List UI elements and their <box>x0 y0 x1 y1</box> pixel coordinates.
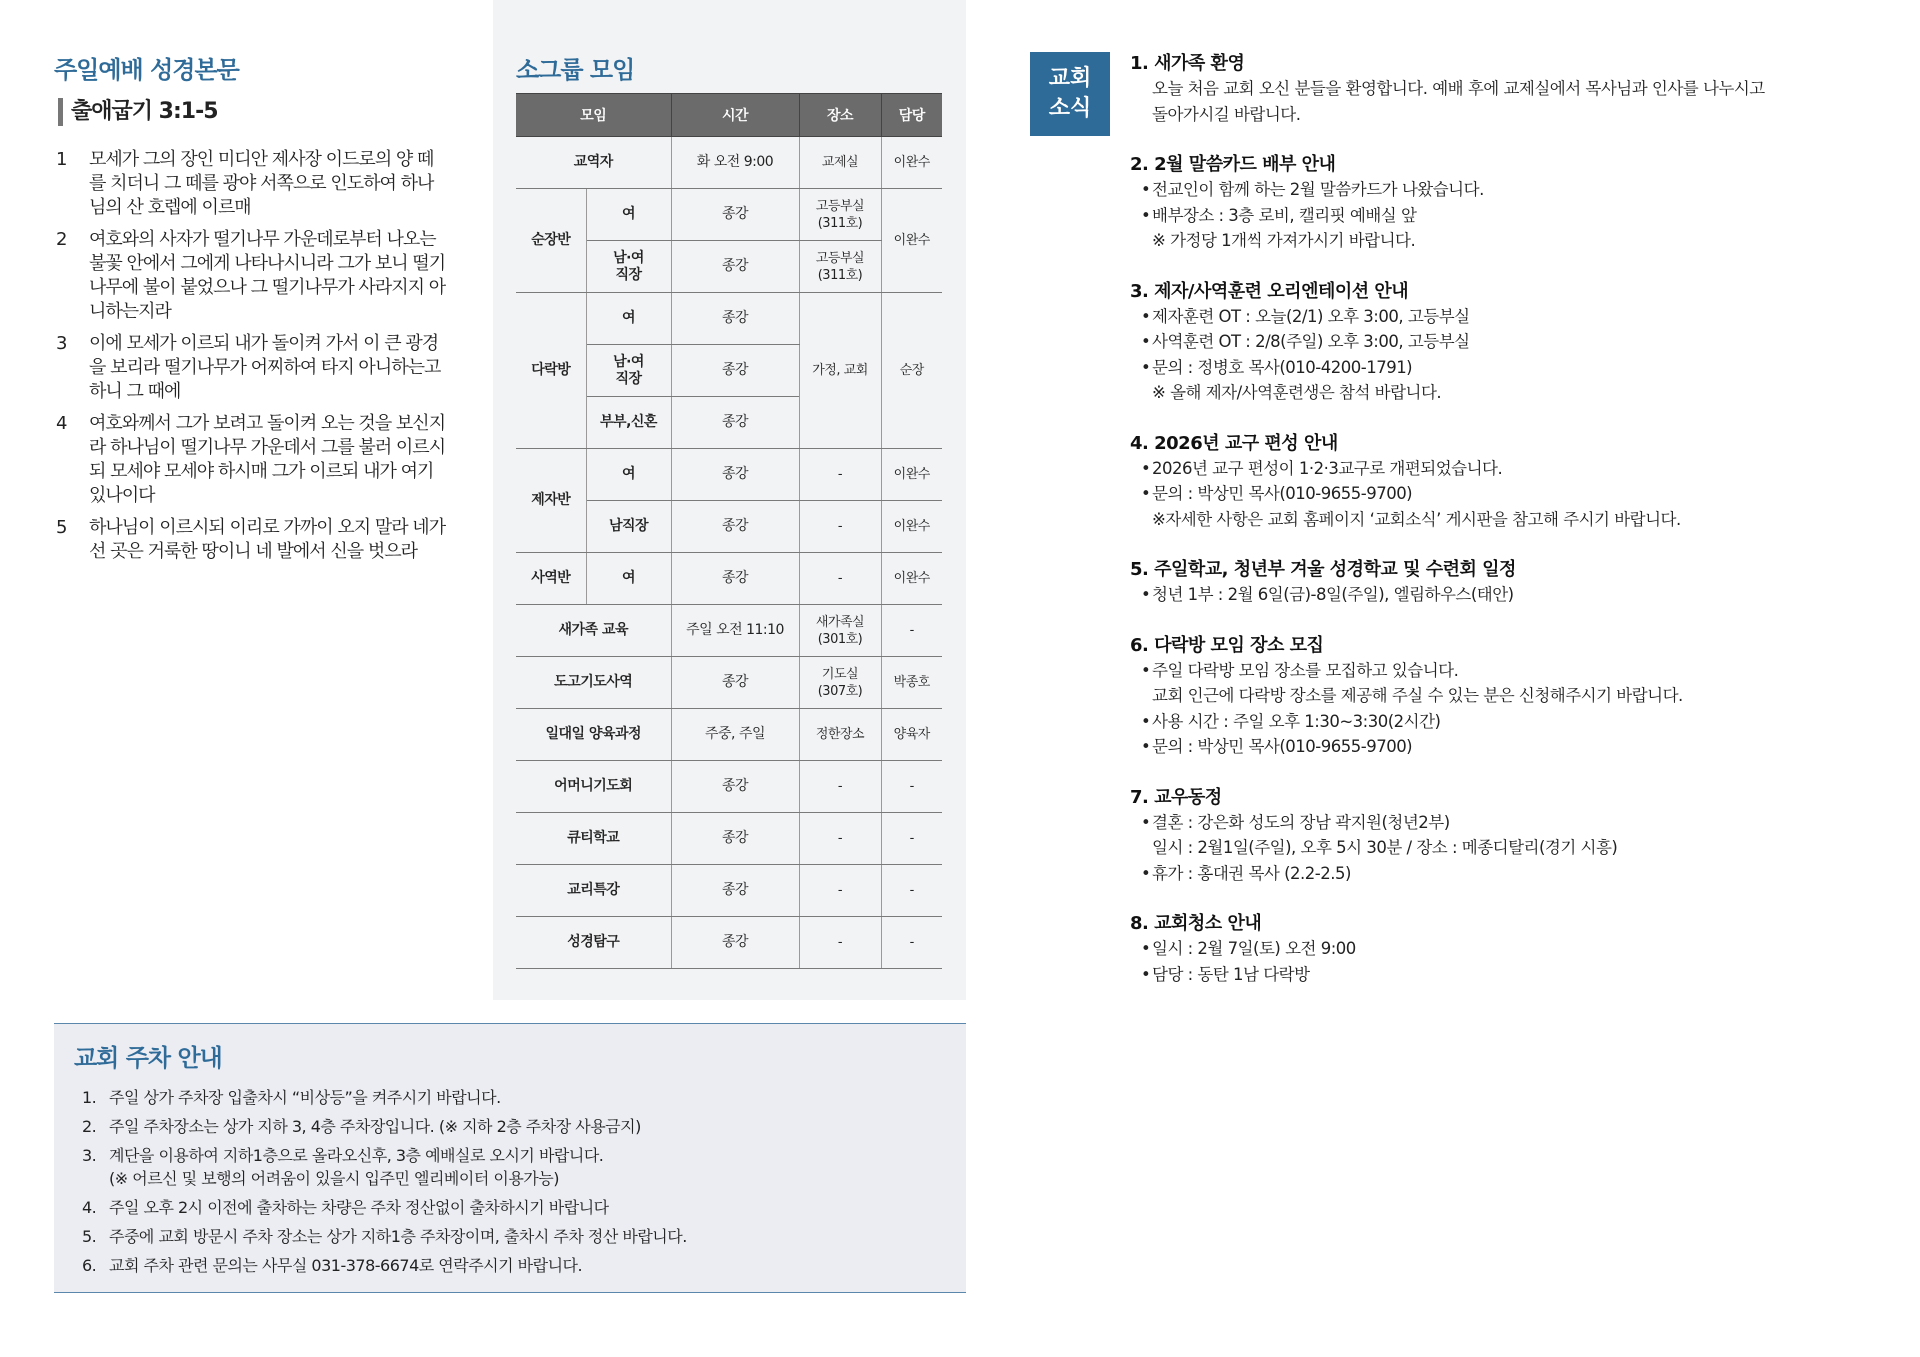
verse <box>56 412 446 508</box>
subgroup-cell: 여 <box>586 189 671 241</box>
item-text: 주중에 교회 방문시 주차 장소는 상가 지하1층 주차장이며, 출차시 주차 정산 바랍니다. <box>109 1227 687 1246</box>
news-line: 교회 인근에 다락방 장소를 제공해 주실 수 있는 분은 신청해주시기 바랍니다. <box>1152 686 1683 705</box>
time-cell: 종강 <box>671 501 799 553</box>
place-cell: - <box>799 917 881 969</box>
place-cell: 정한장소 <box>799 709 881 761</box>
news-item-title: 2. 2월 말씀카드 배부 안내 <box>1130 154 1336 175</box>
table-row <box>516 449 942 501</box>
news-line: • 문의 : 정병호 목사(010-4200-1791) <box>1130 355 1890 381</box>
news-item <box>1130 280 1890 406</box>
time-cell: 주일 오전 11:10 <box>671 605 799 657</box>
place-cell: 고등부실 (311호) <box>799 241 881 293</box>
place-cell: 새가족실 (301호) <box>799 605 881 657</box>
verse-text: 여호와께서 그가 보려고 돌이켜 오는 것을 보신지라 하나님이 떨기나무 가운데서 그를 불러 이르시되 모세야 모세야 하시매 그가 이르되 내가 여기 있나이다 <box>89 413 446 506</box>
news-item <box>1130 786 1890 887</box>
column-header: 담당 <box>881 94 942 137</box>
lead-cell: 이완수 <box>881 449 942 501</box>
news-line: • 일시 : 2월 7일(토) 오전 9:00 <box>1130 936 1890 962</box>
lead-cell: 순장 <box>881 293 942 449</box>
subgroup-cell: 여 <box>586 293 671 345</box>
column-header: 장소 <box>799 94 881 137</box>
time-cell: 주중, 주일 <box>671 709 799 761</box>
time-cell: 종강 <box>671 397 799 449</box>
table-row <box>516 189 942 241</box>
parking-title: 교회 주차 안내 <box>74 1044 222 1072</box>
verse-text: 이에 모세가 이르되 내가 돌이켜 가서 이 큰 광경을 보리라 떨기나무가 어찌하여 타지 아니하는고 하니 그 때에 <box>89 333 441 402</box>
news-line: • 전교인이 함께 하는 2월 말씀카드가 나왔습니다. <box>1130 177 1890 203</box>
time-cell: 종강 <box>671 345 799 397</box>
item-number: 3. <box>82 1146 97 1165</box>
badge-line: 교회 <box>1048 66 1092 91</box>
item-number: 6. <box>82 1256 97 1275</box>
lead-cell: 이완수 <box>881 189 942 293</box>
verse-number: 4 <box>56 413 68 434</box>
list-item <box>82 1086 952 1109</box>
subgroup-cell: 남·여 직장 <box>586 241 671 293</box>
column-header: 모임 <box>516 94 671 137</box>
place-cell: - <box>799 553 881 605</box>
group-cell: 사역반 <box>516 553 586 605</box>
group-cell: 어머니기도회 <box>516 761 671 813</box>
verse-text: 하나님이 이르시되 이리로 가까이 오지 말라 네가 선 곳은 거룩한 땅이니 네 발에서 신을 벗으라 <box>89 517 446 562</box>
subgroup-cell: 여 <box>586 553 671 605</box>
list-item <box>82 1225 952 1248</box>
church-news-list <box>1130 52 1890 1013</box>
time-cell: 종강 <box>671 293 799 345</box>
verse-number: 2 <box>56 229 68 250</box>
news-item-title: 5. 주일학교, 청년부 겨울 성경학교 및 수련회 일정 <box>1130 559 1516 580</box>
news-line: • 주일 다락방 모임 장소를 모집하고 있습니다. <box>1130 658 1890 684</box>
group-cell: 도고기도사역 <box>516 657 671 709</box>
place-cell: - <box>799 865 881 917</box>
item-number: 5. <box>82 1227 97 1246</box>
verse-list <box>56 148 446 572</box>
subgroup-cell: 부부,신혼 <box>586 397 671 449</box>
verse-number: 5 <box>56 517 68 538</box>
time-cell: 종강 <box>671 657 799 709</box>
verse <box>56 228 446 324</box>
time-cell: 종강 <box>671 813 799 865</box>
parking-info-box <box>54 1023 966 1293</box>
group-cell: 다락방 <box>516 293 586 449</box>
subgroup-cell: 남·여 직장 <box>586 345 671 397</box>
news-line: 오늘 처음 교회 오신 분들을 환영합니다. 예배 후에 교제실에서 목사님과 인사를 나누시고 <box>1152 79 1765 98</box>
lead-cell: - <box>881 605 942 657</box>
group-cell: 교역자 <box>516 137 671 189</box>
news-line: • 휴가 : 홍대권 목사 (2.2-2.5) <box>1130 861 1890 887</box>
group-cell: 교리특강 <box>516 865 671 917</box>
table-row <box>516 761 942 813</box>
news-line: • 사용 시간 : 주일 오후 1:30~3:30(2시간) <box>1130 709 1890 735</box>
item-text: 주일 주차장소는 상가 지하 3, 4층 주차장입니다. (※ 지하 2층 주차장 사용금지) <box>109 1117 641 1136</box>
news-item <box>1130 558 1890 608</box>
small-group-title: 소그룹 모임 <box>516 56 635 84</box>
item-text: 교회 주차 관련 문의는 사무실 031-378-6674로 연락주시기 바랍니다. <box>109 1256 583 1275</box>
group-cell: 성경탐구 <box>516 917 671 969</box>
news-item <box>1130 432 1890 533</box>
place-cell: - <box>799 813 881 865</box>
table-row <box>516 917 942 969</box>
news-item-title: 8. 교회청소 안내 <box>1130 913 1262 934</box>
place-cell: 기도실 (307호) <box>799 657 881 709</box>
list-item <box>82 1144 952 1190</box>
time-cell: 종강 <box>671 449 799 501</box>
item-number: 2. <box>82 1117 97 1136</box>
news-item-title: 6. 다락방 모임 장소 모집 <box>1130 634 1324 656</box>
table-row <box>516 657 942 709</box>
place-cell: 교제실 <box>799 137 881 189</box>
news-item <box>1130 52 1890 127</box>
lead-cell: - <box>881 761 942 813</box>
lead-cell: - <box>881 865 942 917</box>
place-cell: - <box>799 761 881 813</box>
news-line: • 담당 : 동탄 1남 다락방 <box>1130 962 1890 988</box>
table-row <box>516 137 942 189</box>
lead-cell: - <box>881 813 942 865</box>
lead-cell: 이완수 <box>881 553 942 605</box>
place-cell: - <box>799 449 881 501</box>
news-item <box>1130 153 1890 254</box>
news-line: ※자세한 사항은 교회 홈페이지 ‘교회소식’ 게시판을 참고해 주시기 바랍니다. <box>1152 509 1681 529</box>
verse <box>56 516 446 564</box>
list-item <box>82 1115 952 1138</box>
news-item <box>1130 912 1890 987</box>
table-row <box>516 605 942 657</box>
group-cell: 일대일 양육과정 <box>516 709 671 761</box>
table-header-row <box>516 94 942 137</box>
group-cell: 새가족 교육 <box>516 605 671 657</box>
news-line: • 문의 : 박상민 목사(010-9655-9700) <box>1130 481 1890 507</box>
news-item <box>1130 634 1890 760</box>
small-group-table <box>516 93 942 969</box>
item-text: 주일 상가 주차장 입출차시 “비상등”을 켜주시기 바랍니다. <box>109 1088 501 1107</box>
verse-number: 1 <box>56 149 68 170</box>
table-row <box>516 293 942 345</box>
item-text: 주일 오후 2시 이전에 출차하는 차량은 주차 정산없이 출차하시기 바랍니다 <box>109 1198 609 1217</box>
verse <box>56 148 446 220</box>
news-line: • 결혼 : 강은화 성도의 장남 곽지원(청년2부) <box>1130 810 1890 836</box>
lead-cell: 이완수 <box>881 501 942 553</box>
parking-list <box>82 1086 952 1283</box>
news-item-title: 4. 2026년 교구 편성 안내 <box>1130 432 1338 454</box>
time-cell: 종강 <box>671 189 799 241</box>
subgroup-cell: 여 <box>586 449 671 501</box>
verse-number: 3 <box>56 333 68 354</box>
lead-cell: - <box>881 917 942 969</box>
lead-cell: 박종호 <box>881 657 942 709</box>
news-line: • 2026년 교구 편성이 1·2·3교구로 개편되었습니다. <box>1130 456 1890 482</box>
news-line: • 배부장소 : 3층 로비, 캘리핏 예배실 앞 <box>1130 203 1890 229</box>
list-item <box>82 1254 952 1277</box>
time-cell: 종강 <box>671 553 799 605</box>
news-line: 일시 : 2월1일(주일), 오후 5시 30분 / 장소 : 메종디탈리(경기 시흥) <box>1152 838 1618 857</box>
subgroup-cell: 남직장 <box>586 501 671 553</box>
table-row <box>516 865 942 917</box>
item-number: 4. <box>82 1198 97 1217</box>
news-line: ※ 올해 제자/사역훈련생은 참석 바랍니다. <box>1152 383 1442 402</box>
news-line: • 문의 : 박상민 목사(010-9655-9700) <box>1130 734 1890 760</box>
lead-cell: 양육자 <box>881 709 942 761</box>
scripture-section-title: 주일예배 성경본문 <box>54 56 239 84</box>
time-cell: 종강 <box>671 917 799 969</box>
news-item-title: 3. 제자/사역훈련 오리엔테이션 안내 <box>1130 280 1409 302</box>
time-cell: 종강 <box>671 241 799 293</box>
place-cell: 가정, 교회 <box>799 293 881 449</box>
news-line: 돌아가시길 바랍니다. <box>1152 104 1301 124</box>
church-news-badge <box>1030 52 1110 136</box>
column-header: 시간 <box>671 94 799 137</box>
news-item-title: 1. 새가족 환영 <box>1130 53 1245 74</box>
badge-line: 소식 <box>1048 96 1092 121</box>
news-line: • 제자훈련 OT : 오늘(2/1) 오후 3:00, 고등부실 <box>1130 304 1890 330</box>
group-cell: 순장반 <box>516 189 586 293</box>
lead-cell: 이완수 <box>881 137 942 189</box>
place-cell: - <box>799 501 881 553</box>
news-item-title: 7. 교우동정 <box>1130 786 1222 808</box>
place-cell: 고등부실 (311호) <box>799 189 881 241</box>
verse <box>56 332 446 404</box>
time-cell: 종강 <box>671 865 799 917</box>
time-cell: 화 오전 9:00 <box>671 137 799 189</box>
passage-reference: 출애굽기 3:1-5 <box>58 98 218 126</box>
item-text: 계단을 이용하여 지하1층으로 올라오신후, 3층 예배실로 오시기 바랍니다. (※ 어르신 및 보행의 어려움이 있을시 입주민 엘리베이터 이용가능) <box>109 1146 604 1188</box>
news-line: • 사역훈련 OT : 2/8(주일) 오후 3:00, 고등부실 <box>1130 329 1890 355</box>
table-row <box>516 813 942 865</box>
news-line: ※ 가정당 1개씩 가져가시기 바랍니다. <box>1152 231 1416 250</box>
table-row <box>516 553 942 605</box>
item-number: 1. <box>82 1088 97 1107</box>
news-line: • 청년 1부 : 2월 6일(금)-8일(주일), 엘림하우스(태안) <box>1130 582 1890 608</box>
time-cell: 종강 <box>671 761 799 813</box>
table-row <box>516 709 942 761</box>
group-cell: 제자반 <box>516 449 586 553</box>
verse-text: 모세가 그의 장인 미디안 제사장 이드로의 양 떼를 치더니 그 떼를 광야 서쪽으로 인도하여 하나님의 산 호렙에 이르매 <box>89 149 434 218</box>
verse-text: 여호와의 사자가 떨기나무 가운데로부터 나오는 불꽃 안에서 그에게 나타나시니라 그가 보니 떨기나무에 불이 붙었으나 그 떨기나무가 사라지지 아니하는지라 <box>89 229 446 322</box>
list-item <box>82 1196 952 1219</box>
group-cell: 큐티학교 <box>516 813 671 865</box>
